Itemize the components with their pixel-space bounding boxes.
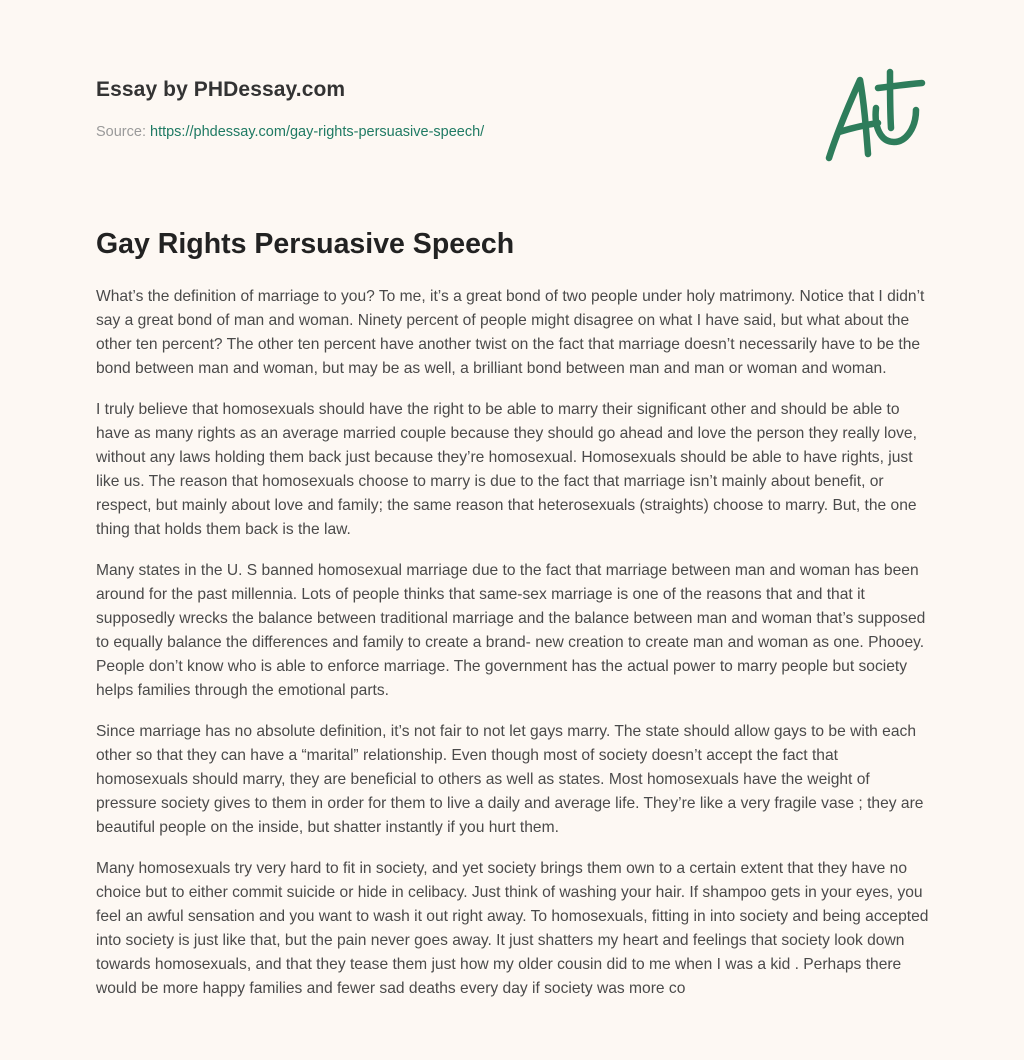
source-link[interactable]: https://phdessay.com/gay-rights-persuasive-speech/: [150, 124, 485, 140]
source-label: Source:: [96, 124, 150, 140]
essay-body: [96, 285, 932, 1018]
essay-paragraph: Many homosexuals try very hard to fit in society, and yet society brings them own to a certain extent that they have no choice but to either commit suicide or hide in celibacy. Just think of washing your hair. If shampoo gets in your eyes, you feel an awful sensation and you want to wash it out right away. To homosexuals, fitting in into society and being accepted into society is just like that, but the pain never goes away. It just shatters my heart and feelings that society look down towards homosexuals, and that they tease them just how my older cousin did to me when I was a kid . Perhaps there would be more happy families and fewer sad deaths every day if society was more co: [96, 860, 929, 997]
brand-title: Essay by PHDessay.com: [96, 78, 346, 101]
source-line: [96, 122, 796, 142]
page-header: [96, 76, 796, 142]
a-plus-grade-icon: [820, 68, 930, 164]
essay-title: Gay Rights Persuasive Speech: [96, 228, 515, 260]
essay-paragraph: Since marriage has no absolute definition, it’s not fair to not let gays marry. The state should allow gays to be with each other so that they can have a “marital” relationship. Even though most of society doesn’t accept the fact that homosexuals should marry, they are beneficial to others as well as states. Most homosexuals have the weight of pressure society gives to them in order for them to live a daily and average life. They’re like a very fragile vase ; they are beautiful people on the inside, but shatter instantly if you hurt them.: [96, 723, 924, 836]
essay-paragraph: Many states in the U. S banned homosexual marriage due to the fact that marriage between man and woman has been around for the past millennia. Lots of people thinks that same-sex marriage is one of the reasons that and that it supposedly wrecks the balance between traditional marriage and the balance between man and woman that’s supposed to equally balance the differences and family to create a brand- new creation to create man and woman as one. Phooey. People don’t know who is able to enforce marriage. The government has the actual power to marry people but society helps families through the emotional parts.: [96, 562, 926, 699]
essay-paragraph: I truly believe that homosexuals should have the right to be able to marry their significant other and should be able to have as many rights as an average married couple because they should go ahead and love the person they really love, without any laws holding them back just because they’re homosexual. Homosexuals should be able to have rights, just like us. The reason that homosexuals choose to marry is due to the fact that marriage isn’t mainly about benefit, or respect, but mainly about love and family; the same reason that heterosexuals (straights) choose to marry. But, the one thing that holds them back is the law.: [96, 401, 917, 538]
essay-paragraph: What’s the definition of marriage to you? To me, it’s a great bond of two people under holy matrimony. Notice that I didn’t say a great bond of man and woman. Ninety percent of people might disagree on what I have said, but what about the other ten percent? The other ten percent have another twist on the fact that marriage doesn’t necessarily have to be the bond between man and woman, but may be as well, a brilliant bond between man and man or woman and woman.: [96, 288, 925, 377]
